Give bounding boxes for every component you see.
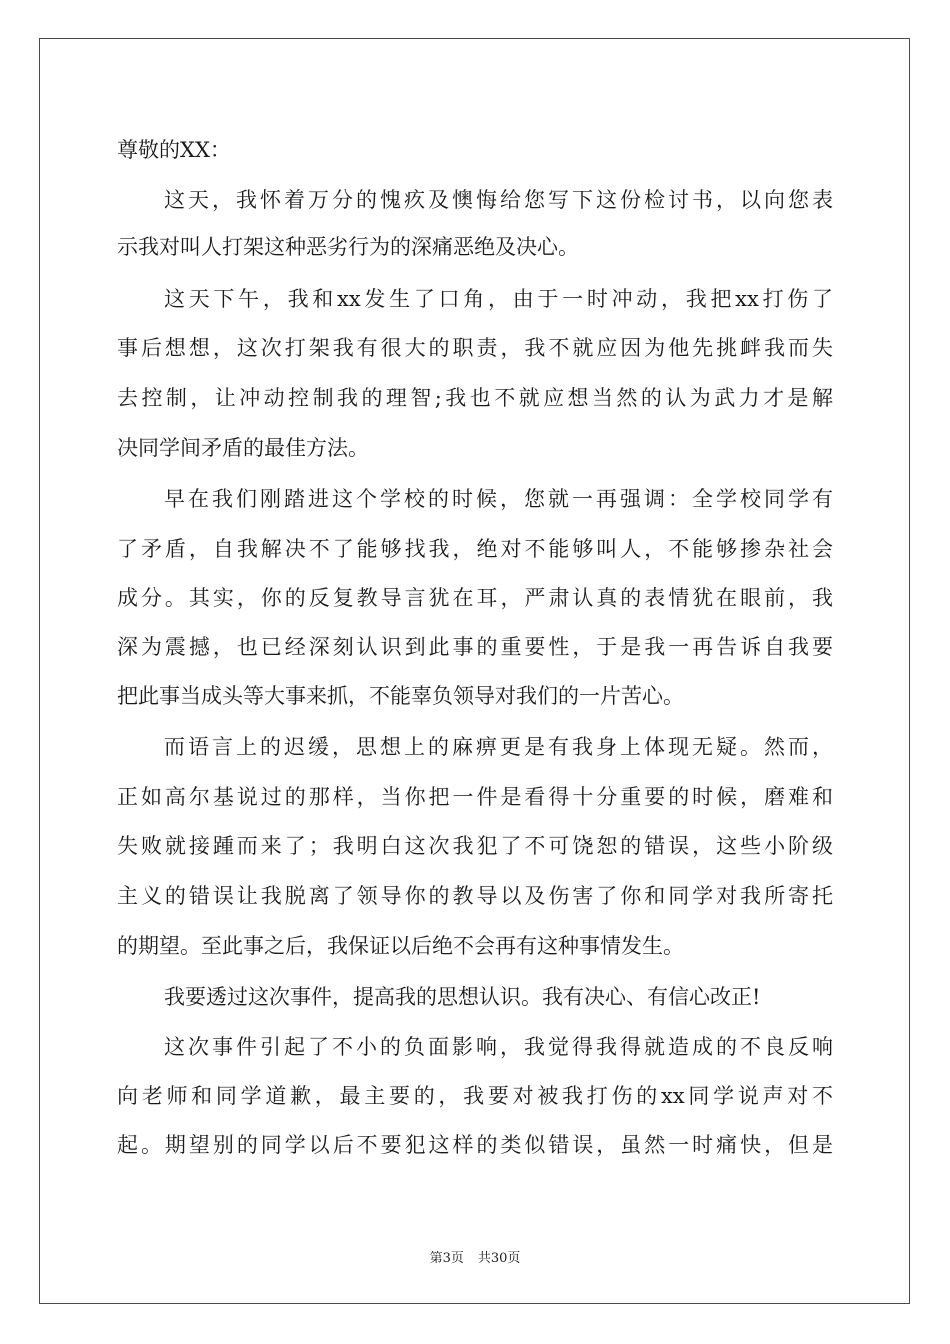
text-line: 这天，我怀着万分的愧疚及懊悔给您写下这份检讨书，以向您表 <box>164 188 833 212</box>
text-line: 而语言上的迟缓，思想上的麻痹更是有我身上体现无疑。然而， <box>164 735 833 759</box>
page-footer <box>0 1247 950 1266</box>
text-line: 示我对叫人打架这种恶劣行为的深痛恶绝及决心。 <box>117 235 579 259</box>
text-line: 了矛盾，自我解决不了能够找我，绝对不能够叫人，不能够掺杂社会 <box>117 537 833 561</box>
page-number: 第3页 <box>429 1251 464 1266</box>
page-border <box>39 38 910 1304</box>
text-line: 失败就接踵而来了；我明白这次我犯了不可饶恕的错误，这些小阶级 <box>117 834 833 858</box>
text-line: 这次事件引起了不小的负面影响，我觉得我得就造成的不良反响 <box>164 1035 833 1059</box>
text-line: 成分。其实，你的反复教导言犹在耳，严肃认真的表情犹在眼前，我 <box>117 586 833 610</box>
text-line: 正如高尔基说过的那样，当你把一件是看得十分重要的时候，磨难和 <box>117 785 833 809</box>
page-total: 共30页 <box>477 1251 521 1266</box>
text-line: 把此事当成头等大事来抓，不能辜负领导对我们的一片苦心。 <box>117 684 684 708</box>
text-line: 去控制，让冲动控制我的理智;我也不就应想当然的认为武力才是解 <box>117 386 833 410</box>
text-line: 事后想想，这次打架我有很大的职责，我不就应因为他先挑衅我而失 <box>117 336 833 360</box>
text-line: 深为震撼，也已经深刻认识到此事的重要性，于是我一再告诉自我要 <box>117 635 833 659</box>
text-line: 我要透过这次事件，提高我的思想认识。我有决心、有信心改正! <box>164 985 761 1009</box>
text-line: 早在我们刚踏进这个学校的时候，您就一再强调：全学校同学有 <box>164 487 833 511</box>
text-line: 主义的错误让我脱离了领导你的教导以及伤害了你和同学对我所寄托 <box>117 884 833 908</box>
text-line: 这天下午，我和xx发生了口角，由于一时冲动，我把xx打伤了 <box>164 287 833 311</box>
salutation: 尊敬的XX： <box>117 138 231 162</box>
text-line: 决同学间矛盾的最佳方法。 <box>117 436 369 460</box>
text-line: 的期望。至此事之后，我保证以后绝不会再有这种事情发生。 <box>117 934 684 958</box>
text-line: 起。期望别的同学以后不要犯这样的类似错误，虽然一时痛快，但是 <box>117 1133 833 1157</box>
text-line: 向老师和同学道歉，最主要的，我要对被我打伤的xx同学说声对不 <box>117 1084 833 1108</box>
